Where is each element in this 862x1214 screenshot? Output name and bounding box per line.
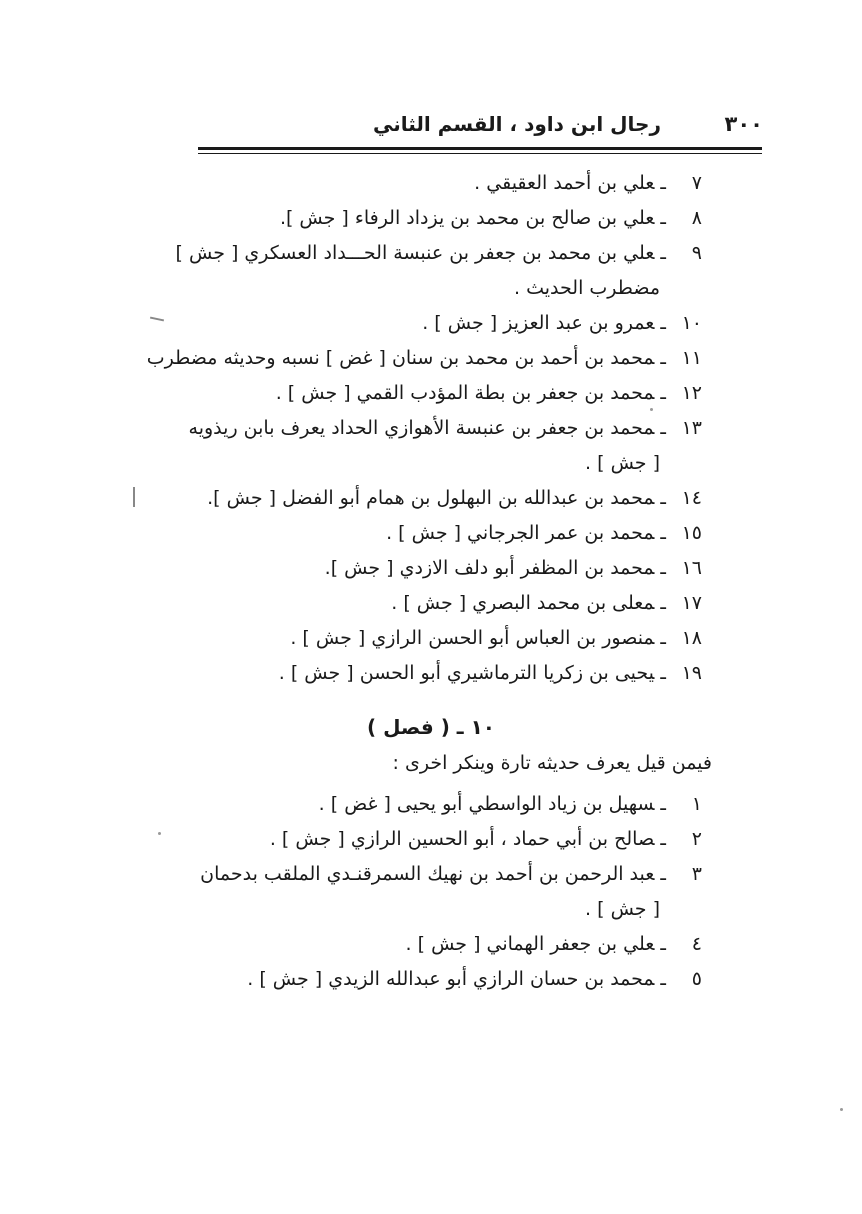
entry-dash: ـ bbox=[660, 793, 666, 815]
entry-text: محمد بن المظفر أبو دلف الازدي [ جش ]. bbox=[324, 557, 655, 579]
entry-text: سهيل بن زياد الواسطي أبو يحيى [ غض ] . bbox=[318, 793, 655, 815]
scan-speck bbox=[158, 832, 161, 835]
header-rule-thick bbox=[198, 147, 762, 150]
list-entry bbox=[182, 822, 702, 857]
entry-text: منصور بن العباس أبو الحسن الرازي [ جش ] . bbox=[290, 627, 655, 649]
scan-mark bbox=[133, 487, 135, 507]
entry-text: يحيى بن زكريا الترماشيري أبو الحسن [ جش ] . bbox=[278, 662, 655, 684]
scan-speck bbox=[840, 1108, 843, 1111]
list-entry bbox=[175, 236, 702, 271]
entry-dash: ـ bbox=[660, 312, 666, 334]
entry-text: محمد بن حسان الرازي أبو عبدالله الزيدي [ جش ] . bbox=[247, 968, 655, 990]
entry-number: ٩ bbox=[691, 242, 702, 264]
entry-number: ١٩ bbox=[681, 662, 702, 684]
entry-dash: ـ bbox=[660, 627, 666, 649]
entry-number: ٧ bbox=[691, 172, 702, 194]
entry-text: عمرو بن عبد العزيز [ جش ] . bbox=[422, 312, 655, 334]
entry-number: ٣ bbox=[691, 863, 702, 885]
entry-text: محمد بن عبدالله بن البهلول بن همام أبو الفضل [ جش ]. bbox=[207, 487, 655, 509]
entry-number: ١٧ bbox=[681, 592, 702, 614]
list-entry bbox=[192, 656, 702, 691]
entry-number: ١٨ bbox=[681, 627, 702, 649]
entry-continuation: [ جش ] . bbox=[585, 452, 660, 474]
scan-speck bbox=[650, 408, 653, 411]
entry-text: محمد بن جعفر بن عنبسة الأهوازي الحداد يعرف بابن ريذويه bbox=[188, 417, 655, 439]
entry-dash: ـ bbox=[660, 207, 666, 229]
list-entry bbox=[192, 306, 702, 341]
entry-text: عبد الرحمن بن أحمد بن نهيك السمرقنـدي الملقب بدحمان bbox=[200, 863, 655, 885]
list-entry bbox=[146, 341, 702, 376]
list-entry bbox=[192, 586, 702, 621]
section-entries-list bbox=[182, 787, 702, 997]
list-entry bbox=[182, 787, 702, 822]
entry-dash: ـ bbox=[660, 242, 666, 264]
entry-dash: ـ bbox=[660, 968, 666, 990]
page-number: ٣٠٠ bbox=[724, 112, 763, 136]
scan-mark bbox=[150, 317, 164, 322]
list-entry bbox=[188, 411, 702, 446]
entry-number: ١٢ bbox=[681, 382, 702, 404]
entry-number: ١٥ bbox=[681, 522, 702, 544]
entry-text: محمد بن عمر الجرجاني [ جش ] . bbox=[386, 522, 655, 544]
entry-dash: ـ bbox=[660, 828, 666, 850]
entry-text: معلى بن محمد البصري [ جش ] . bbox=[391, 592, 655, 614]
entry-dash: ـ bbox=[660, 172, 666, 194]
list-entry bbox=[192, 516, 702, 551]
entry-number: ٨ bbox=[691, 207, 702, 229]
section-intro: فيمن قيل يعرف حديثه تارة وينكر اخرى : bbox=[392, 752, 712, 774]
entry-dash: ـ bbox=[660, 863, 666, 885]
list-entry bbox=[182, 962, 702, 997]
entry-dash: ـ bbox=[660, 592, 666, 614]
entry-text: محمد بن جعفر بن بطة المؤدب القمي [ جش ] . bbox=[275, 382, 655, 404]
entries-list-continued bbox=[146, 166, 702, 691]
entry-text: علي بن صالح بن محمد بن يزداد الرفاء [ جش ]. bbox=[279, 207, 655, 229]
entry-text: علي بن جعفر الهماني [ جش ] . bbox=[405, 933, 655, 955]
entry-dash: ـ bbox=[660, 522, 666, 544]
entry-dash: ـ bbox=[660, 487, 666, 509]
entry-text: علي بن محمد بن جعفر بن عنبسة الحـــداد العسكري [ جش ] bbox=[175, 242, 655, 264]
entry-dash: ـ bbox=[660, 347, 666, 369]
entry-number: ١ bbox=[691, 793, 702, 815]
entry-number: ١٣ bbox=[681, 417, 702, 439]
entry-text: علي بن أحمد العقيقي . bbox=[474, 172, 655, 194]
entry-number: ٤ bbox=[691, 933, 702, 955]
entry-dash: ـ bbox=[660, 662, 666, 684]
header-rule-thin bbox=[198, 153, 762, 154]
list-entry bbox=[192, 376, 702, 411]
entry-text: صالح بن أبي حماد ، أبو الحسين الرازي [ جش ] . bbox=[269, 828, 655, 850]
entry-number: ٥ bbox=[691, 968, 702, 990]
list-entry bbox=[192, 201, 702, 236]
list-entry bbox=[182, 927, 702, 962]
running-head bbox=[195, 110, 763, 146]
entry-number: ١٤ bbox=[681, 487, 702, 509]
entry-number: ١٠ bbox=[681, 312, 702, 334]
entry-dash: ـ bbox=[660, 382, 666, 404]
entry-text: محمد بن أحمد بن محمد بن سنان [ غض ] نسبه وحديثه مضطرب bbox=[146, 347, 655, 369]
entry-number: ١١ bbox=[681, 347, 702, 369]
running-title: رجال ابن داود ، القسم الثاني bbox=[373, 112, 661, 136]
section-heading: ١٠ ـ ( فصل ) bbox=[366, 715, 496, 739]
list-entry bbox=[192, 551, 702, 586]
entry-continuation: مضطرب الحديث . bbox=[514, 277, 660, 299]
list-entry bbox=[192, 621, 702, 656]
entry-number: ١٦ bbox=[681, 557, 702, 579]
entry-number: ٢ bbox=[691, 828, 702, 850]
entry-dash: ـ bbox=[660, 557, 666, 579]
entry-dash: ـ bbox=[660, 933, 666, 955]
list-entry bbox=[192, 481, 702, 516]
entry-continuation: [ جش ] . bbox=[585, 898, 660, 920]
list-entry bbox=[192, 166, 702, 201]
list-entry bbox=[182, 857, 702, 892]
entry-dash: ـ bbox=[660, 417, 666, 439]
